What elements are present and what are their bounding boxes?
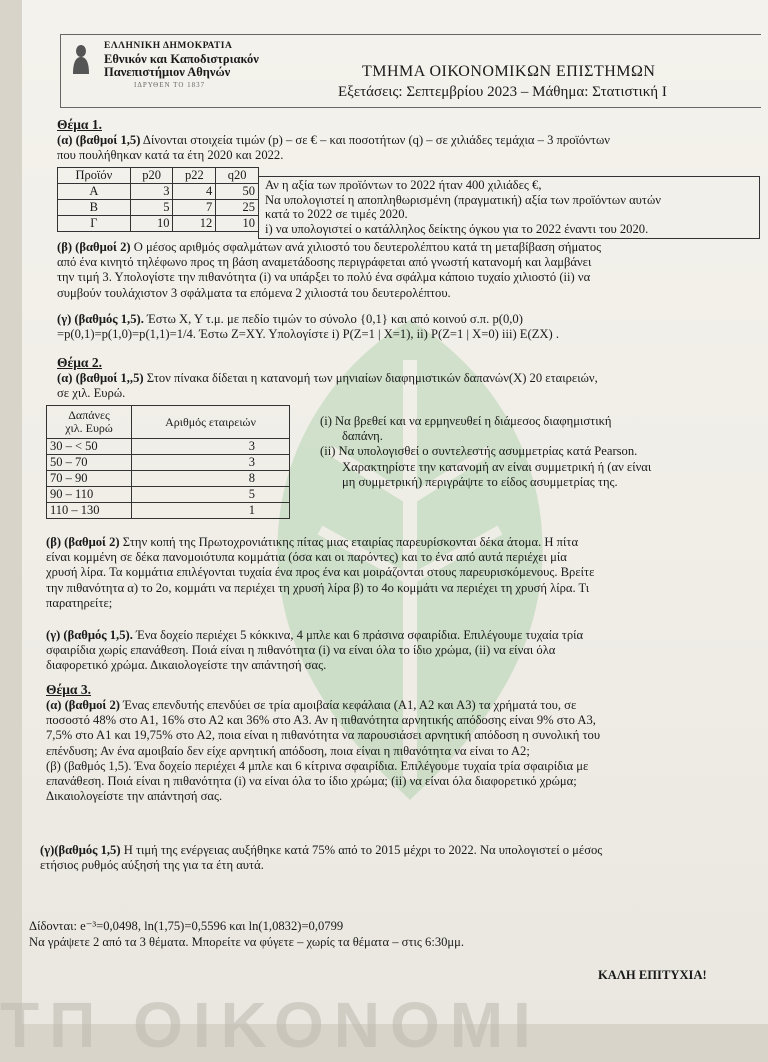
theme-1-b-text-4: συμβούν τουλάχιστον 3 σφάλματα τα επόμενα 2 χιλιοστά του δευτερολέπτου. (57, 285, 451, 300)
bottom-watermark-text: ΤΠ ΟΙΚΟΝΟΜΙ (0, 989, 541, 1061)
table-row (47, 503, 290, 519)
theme-2-c-text-3: διαφορετικό χρώμα. Δικαιολογείστε την απάντησή σας. (46, 658, 327, 673)
theme-3-b-text-2: επανάθεση. Ποιά είναι η πιθανότητα (i) να είναι όλα το ίδιο χρώμα; (ii) να είναι όλα διαφορετικό χρώμα; (46, 774, 577, 789)
header-line: Δαπάνες (68, 408, 110, 422)
theme-2-b-text-5: παρατηρείτε; (46, 595, 113, 610)
theme-2-a-text-2: σε χιλ. Ευρώ. (57, 386, 126, 401)
table-cell: 1 (132, 503, 290, 519)
theme-2-b-text-3: χρυσή λίρα. Τα κομμάτια επιλέγονται τυχαία ένα προς ένα και μοιράζονται στους παρευρισκόμενους. Βρείτε (46, 565, 595, 580)
table-cell: 8 (132, 471, 290, 487)
university-crest-icon (70, 44, 92, 74)
theme-2-c-text-2: σφαιρίδια χωρίς επανάθεση. Ποιά είναι η πιθανότητα (i) να είναι όλα το ίδιο χρώμα, (ii) να είναι όλα (46, 643, 556, 658)
theme-3-a-text-3: 7,5% στο Α1 και 19,75% στο Α2, ποια είναι η πιθανότητα να παρουσιάσει αρνητική απόδοση η συνολική του (46, 728, 601, 743)
theme-1-c (57, 312, 757, 342)
theme-3-c-text-1: Η τιμή της ενέργειας αυξήθηκε κατά 75% από το 2015 μέχρι το 2022. Να υπολογιστεί ο μέσος (120, 843, 603, 857)
table-cell: 30 – < 50 (47, 439, 132, 455)
theme-3-b-text-1: (β) (βαθμός 1,5). Ένα δοχείο περιέχει 4 μπλε και 6 κίτρινα σφαιρίδια. Επιλέγουμε τυχαία τρία σφαιρίδια με (46, 758, 589, 773)
theme-1-a-text-2: που πουλήθηκαν κατά τα έτη 2020 και 2022. (57, 148, 284, 163)
good-luck: ΚΑΛΗ ΕΠΙΤΥΧΙΑ! (598, 968, 707, 982)
table-cell: Γ (58, 216, 131, 232)
theme-1-c-text-2: =p(0,1)=p(1,0)=p(1,1)=1/4. Έστω Ζ=ΧΥ. Υπολογίστε i) P(Z=1 | X=1), ii) P(Z=1 | X=0) iii) E(ZX) . (57, 327, 559, 342)
table-cell: 70 – 90 (47, 471, 132, 487)
question-line: (ii) Να υπολογισθεί ο συντελεστής ασυμμετρίας κατά Pearson. (320, 444, 638, 459)
question-line: Χαρακτηρίστε την κατανομή αν είναι συμμετρική ή (αν είναι (342, 459, 652, 474)
theme-3-c-text-2: ετήσιος ρυθμός αύξησή της για τα έτη αυτά. (40, 858, 264, 873)
question-line: μη συμμετρική) περιγράψτε το είδος ασυμμετρίας της. (342, 474, 618, 489)
theme-2-c-label: (γ) (βαθμός 1,5). (46, 628, 133, 642)
theme-1-a-text-1: Δίνονται στοιχεία τιμών (p) – σε € – και ποσοτήτων (q) – σε χιλιάδες τεμάχια – 3 προϊόντων (140, 133, 610, 147)
theme-3-title: Θέμα 3. (46, 682, 91, 697)
department-title: ΤΜΗΜΑ ΟΙΚΟΝΟΜΙΚΩΝ ΕΠΙΣΤΗΜΩΝ (362, 63, 656, 80)
theme-3-a-text-2: ποσοστό 48% στο Α1, 16% στο Α2 και 36% στο Α3. Αν η πιθανότητα αρνητικής απόδοσης είναι 9% στο Α3, (46, 713, 596, 728)
table-row (47, 471, 290, 487)
table-row (58, 184, 259, 200)
question-line: (i) Να βρεθεί και να ερμηνευθεί η διάμεσος διαφημιστική (320, 414, 612, 428)
table-header-row (58, 168, 259, 184)
university-line-2: Πανεπιστήμιον Αθηνών (104, 65, 231, 79)
theme-3-a-label: (α) (βαθμοί 2) (46, 698, 120, 712)
table-cell: 5 (132, 487, 290, 503)
theme-1-a-label: (α) (βαθμοί 1,5) (57, 133, 141, 147)
table-cell: 5 (130, 200, 173, 216)
university-founded: ΙΔΡΥΘΕΝ ΤΟ 1837 (134, 81, 206, 89)
theme-1-b-label: (β) (βαθμοί 2) (57, 240, 131, 254)
theme-2-a-text-1: Στον πίνακα δίδεται η κατανομή των μηνιαίων διαφημιστικών δαπανών(Χ) 20 εταιρειών, (143, 371, 598, 385)
box-line: κατά το 2022 σε τιμές 2020. (265, 207, 408, 222)
table-row (47, 487, 290, 503)
theme-1-a-questions-box (258, 176, 760, 239)
theme-1-b (57, 240, 757, 301)
theme-2-b (46, 535, 756, 611)
table-cell: Β (58, 200, 131, 216)
prices-table (57, 167, 259, 232)
table-cell: 10 (216, 216, 259, 232)
table-header-cell: p20 (130, 168, 173, 184)
theme-1-a (57, 133, 757, 163)
table-row (47, 439, 290, 455)
theme-3-c-label: (γ)(βαθμός 1,5) (40, 843, 121, 857)
table-row (58, 200, 259, 216)
theme-2-a-questions (320, 414, 736, 490)
box-line: Αν η αξία των προϊόντων το 2022 ήταν 400 χιλιάδες €, (265, 178, 542, 192)
table-row (47, 455, 290, 471)
university-name (104, 40, 259, 92)
theme-3-c (40, 843, 756, 873)
theme-3-b-text-3: Δικαιολογείστε την απάντησή σας. (46, 789, 223, 804)
table-cell: 110 – 130 (47, 503, 132, 519)
theme-1-b-text-3: την τιμή 3. Υπολογίστε την πιθανότητα (i) να υπάρξει το πολύ ένα σφάλμα κάποιο τυχαίο χιλιοστό (ii) να (57, 270, 591, 285)
theme-2-b-text-2: είναι κομμένη σε δέκα πανομοιότυπα κομμάτια (όσα και οι παρόντες) και το ένα από αυτά περιέχει μία (46, 550, 567, 565)
table-cell: 3 (130, 184, 173, 200)
theme-3-a-text-1: Ένας επενδυτής επενδύει σε τρία αμοιβαία κεφάλαια (Α1, Α2 και Α3) τα χρήματά του, σε (119, 698, 577, 712)
header-line: χιλ. Ευρώ (65, 421, 113, 435)
theme-1-c-text-1: Έστω Χ, Υ τ.μ. με πεδίο τιμών το σύνολο {0,1} και από κοινού σ.π. p(0,0) (143, 312, 523, 326)
table-cell: Α (58, 184, 131, 200)
theme-2-b-text-4: την πιθανότητα α) το 2ο, κομμάτι να περιέχει τη χρυσή λίρα β) το 4ο κομμάτι να περιέχει τη χρυσή λίρα. Τι (46, 580, 590, 595)
box-line: i) να υπολογιστεί ο κατάλληλος δείκτης όγκου για το 2022 έναντι του 2020. (265, 222, 649, 237)
table-cell: 12 (173, 216, 216, 232)
table-cell: 4 (173, 184, 216, 200)
theme-2-c-text-1: Ένα δοχείο περιέχει 5 κόκκινα, 4 μπλε και 6 πράσινα σφαιρίδια. Επιλέγουμε τυχαία τρία (132, 628, 584, 642)
university-line-1: Εθνικόν και Καποδιστριακόν (104, 52, 259, 66)
instructions: Να γράψετε 2 από τα 3 θέματα. Μπορείτε να φύγετε – χωρίς τα θέματα – στις 6:30μμ. (29, 935, 465, 949)
table-header-row (47, 406, 290, 439)
table-cell: 7 (173, 200, 216, 216)
theme-1-b-text-1: Ο μέσος αριθμός σφαλμάτων ανά χιλιοστό του δευτερολέπτου κατά τη μεταβίβαση σήματος (130, 240, 602, 254)
table-cell: 90 – 110 (47, 487, 132, 503)
theme-2-b-label: (β) (βαθμοί 2) (46, 535, 120, 549)
table-cell: 25 (216, 200, 259, 216)
theme-1-b-text-2: από ένα κινητό τηλέφωνο προς τη βάση αναμετάδοσης περιγράφεται από γνωστή κατανομή και λαμβάνει (57, 255, 592, 270)
theme-2-a (57, 371, 757, 401)
table-cell: 3 (132, 439, 290, 455)
theme-2-title: Θέμα 2. (57, 355, 102, 370)
theme-3-a (46, 698, 756, 804)
table-header-cell: p22 (173, 168, 216, 184)
republic-label: ΕΛΛΗΝΙΚΗ ΔΗΜΟΚΡΑΤΙΑ (104, 41, 233, 51)
theme-3-a-text-4: επένδυση; Αν ένα αμοιβαίο δεν είχε αρνητική απόδοση, ποια είναι η πιθανότητα να είναι το Α2; (46, 743, 530, 758)
question-line: δαπάνη. (342, 429, 383, 444)
table-header-cell: Αριθμός εταιρειών (132, 406, 290, 439)
theme-2-a-label: (α) (βαθμοί 1,,5) (57, 371, 144, 385)
exam-title: Εξετάσεις: Σεπτεμβρίου 2023 – Μάθημα: Στατιστική Ι (338, 84, 667, 100)
table-cell: 10 (130, 216, 173, 232)
expenses-table (46, 405, 290, 519)
table-header-cell: Προϊόν (58, 168, 131, 184)
theme-2-c (46, 628, 756, 674)
table-cell: 50 – 70 (47, 455, 132, 471)
table-cell: 3 (132, 455, 290, 471)
box-line: Να υπολογιστεί η αποπληθωρισμένη (πραγματική) αξία των προϊόντων αυτών (265, 192, 661, 207)
table-header-cell (47, 406, 132, 439)
table-row (58, 216, 259, 232)
theme-2-b-text-1: Στην κοπή της Πρωτοχρονιάτικης πίτας μιας εταιρίας παρευρίσκονται δέκα άτομα. Η πίτα (119, 535, 579, 549)
table-header-cell: q20 (216, 168, 259, 184)
theme-1-title: Θέμα 1. (57, 117, 102, 132)
table-cell: 50 (216, 184, 259, 200)
given-values: Δίδονται: e⁻³=0,0498, ln(1,75)=0,5596 και ln(1,0832)=0,0799 (29, 919, 344, 933)
theme-1-c-label: (γ) (βαθμός 1,5). (57, 312, 144, 326)
